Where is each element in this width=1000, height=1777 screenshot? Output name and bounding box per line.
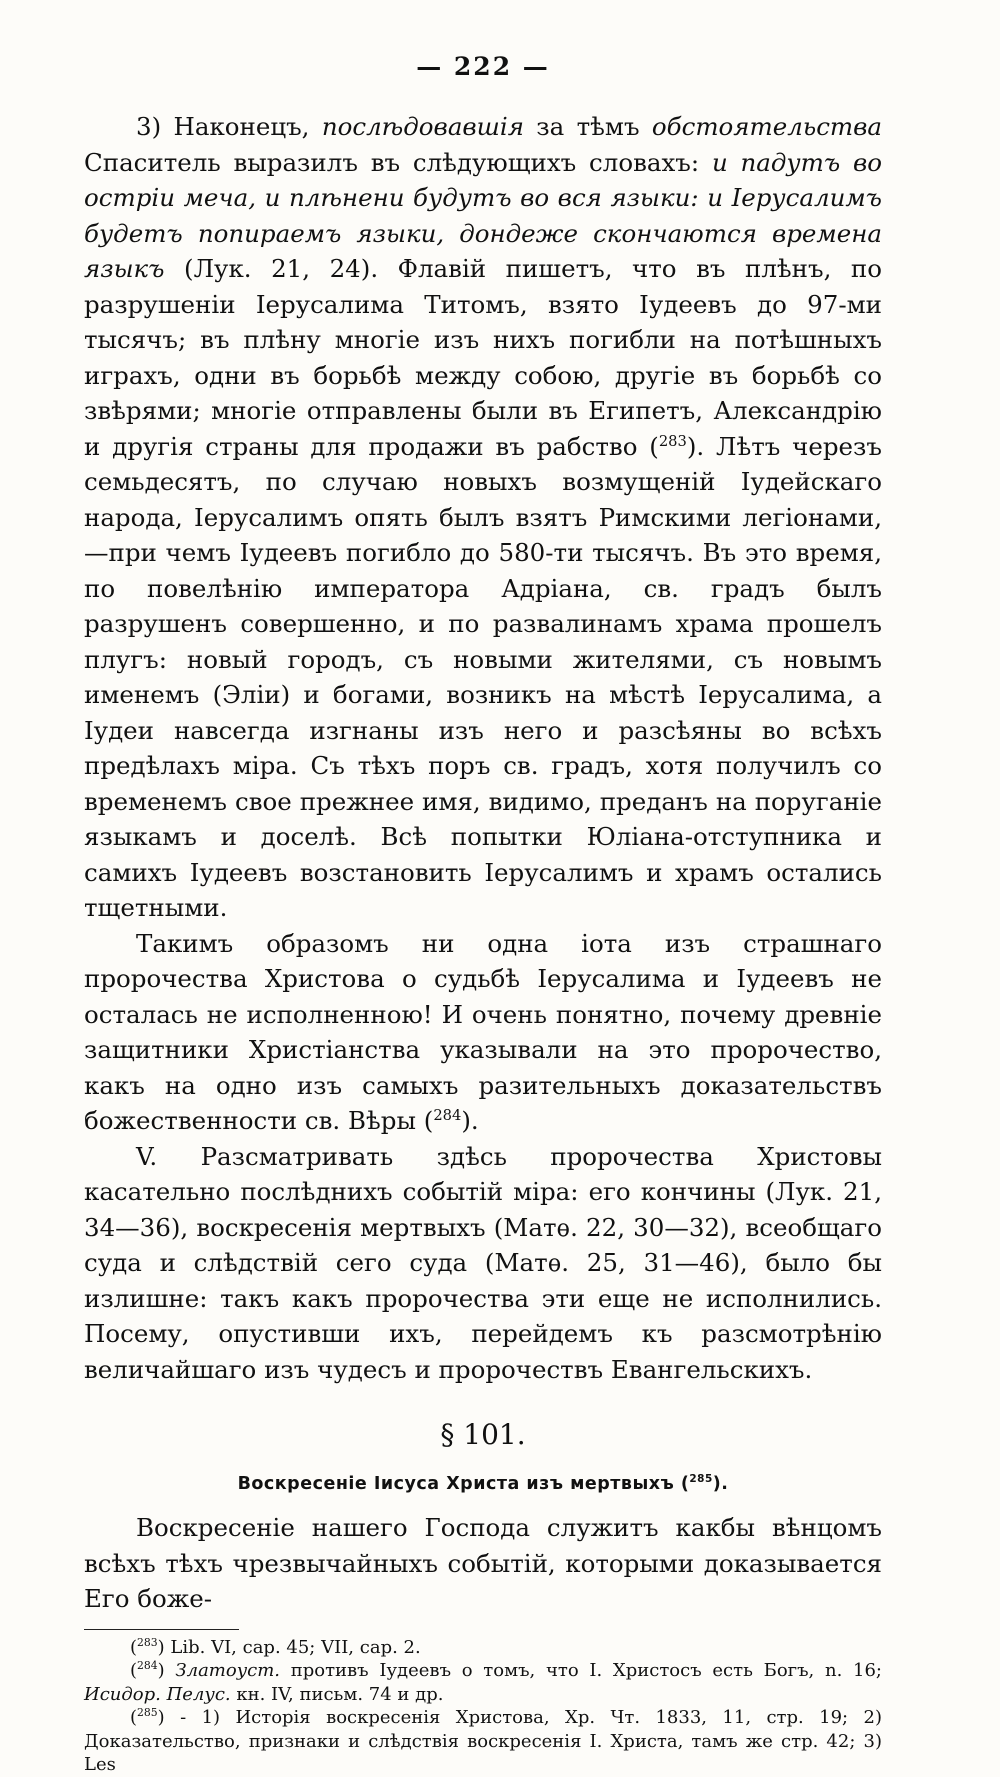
footnote-italic: Златоуст.	[164, 1660, 281, 1681]
footnote-text: противъ Іудеевъ о томъ, что I. Христосъ есть Богъ, n. 16;	[280, 1660, 882, 1681]
footnote-285	[84, 1706, 882, 1777]
italic-run: обстоятельства	[651, 112, 883, 141]
footnote-ref-284[interactable]: 284	[433, 1106, 462, 1124]
footnote-divider	[84, 1629, 239, 1630]
italic-run: послѣдовавшія	[321, 112, 524, 141]
footnote-marker: 285	[137, 1706, 158, 1719]
text-run: Спаситель выразилъ въ слѣдующихъ словахъ:	[84, 147, 712, 177]
text-run: за тѣмъ	[523, 112, 652, 141]
paren: )	[157, 1707, 165, 1728]
paren: )	[157, 1636, 165, 1658]
main-text	[84, 109, 882, 1617]
text-run: ). Лѣтъ черезъ семьдесятъ, по случаю новыхъ возмущеній Іудейскаго народа, Іерусалимъ опять былъ взятъ Римскими легіонами,—при чемъ Іудеевъ погибло до 580-ти тысячъ. Въ это время, по повелѣнію императора Адріана, св. градъ былъ разрушенъ совершенно, и по развалинамъ храма прошелъ плугъ: новый городъ, съ новыми жителями, съ новымъ именемъ (Эліи) и богами, возникъ на мѣстѣ Іерусалима, а Іудеи навсегда изгнаны изъ него и разсѣяны во всѣхъ предѣлахъ міра. Съ тѣхъ поръ св. градъ, хотя получилъ со временемъ свое прежнее имя, видимо, преданъ на поруганіе языкамъ и доселѣ. Всѣ попытки Юліана-отступника и самихъ Іудеевъ возстановить Іерусалимъ и храмъ остались тщетными.	[84, 431, 882, 922]
footnote-text: Lib. VI, cap. 45; VII, cap. 2.	[164, 1636, 421, 1658]
section-number: § 101.	[440, 1418, 526, 1451]
text-run: Воскресеніе нашего Господа служитъ какбы вѣнцомъ всѣхъ тѣхъ чрезвычайныхъ событій, которыми доказывается Его боже-	[84, 1513, 882, 1613]
footnote-text: - 1) Исторія воскресенія Христова, Хр. Чт. 1833, 11, стр. 19; 2) Доказательство, признаки и слѣдствія воскресенія I. Христа, тамъ же стр. 42; 3) Les	[84, 1707, 882, 1775]
paragraph-3	[84, 1139, 882, 1388]
paren: (	[130, 1660, 138, 1681]
footnote-283	[84, 1636, 882, 1660]
footnote-text: кн. IV, письм. 74 и др.	[230, 1683, 444, 1705]
page-number: — 222 —	[416, 52, 550, 81]
paren: (	[130, 1636, 138, 1658]
section-title	[84, 1467, 882, 1503]
footnotes	[84, 1636, 882, 1777]
paren: (	[130, 1707, 138, 1728]
footnote-marker: 284	[137, 1659, 158, 1672]
paren: )	[157, 1660, 165, 1681]
footnote-ref-285[interactable]: 285	[689, 1472, 713, 1485]
italic-quote: и падутъ во остріи меча, и плѣнени будутъ во вся языки: и Іерусалимъ будетъ попираемъ языки, дондеже скончаются времена языкъ	[84, 147, 882, 283]
footnote-284	[84, 1659, 882, 1706]
text-run: ).	[461, 1106, 479, 1135]
text-run: Такимъ образомъ ни одна іота изъ страшнаго пророчества Христова о судьбѣ Іерусалима и Іудеевъ не осталась не исполненною! И очень понятно, почему древніе защитники Христіанства указывали на это пророчество, какъ на одно изъ самыхъ разительныхъ доказательствъ божественности св. Вѣры (	[84, 928, 882, 1135]
text-run: V. Разсматривать здѣсь пророчества Христовы касательно послѣднихъ событій міра: его кончины (Лук. 21, 34—36), воскресенія мертвыхъ (Матѳ. 22, 30—32), всеобщаго суда и слѣдствій сего суда (Матѳ. 25, 31—46), было бы излишне: такъ какъ пророчества эти еще не исполнились. Посему, опустивши ихъ, перейдемъ къ разсмотрѣнію величайшаго изъ чудесъ и пророчествъ Евангельскихъ.	[84, 1141, 882, 1384]
section-title-text: Воскресеніе Іисуса Христа изъ мертвыхъ (	[237, 1473, 690, 1494]
paragraph-2	[84, 926, 882, 1139]
text-run: 3) Наконецъ,	[136, 112, 322, 141]
footnote-ref-283[interactable]: 283	[658, 432, 687, 450]
section-title-end: ).	[712, 1473, 729, 1494]
paragraph-1	[84, 109, 882, 926]
text-run: (Лук. 21, 24). Флавій пишетъ, что въ плѣнъ, по разрушеніи Іерусалима Титомъ, взято Іудеевъ до 97-ми тысячъ; въ плѣну многіе изъ нихъ погибли на потѣшныхъ играхъ, одни въ борьбѣ между собою, другіе въ борьбѣ со звѣрями; многіе отправлены были въ Египетъ, Александрію и другія страны для продажи въ рабство (	[84, 254, 882, 461]
footnote-italic: Исидор. Пелус.	[84, 1683, 231, 1705]
paragraph-4	[84, 1510, 882, 1617]
footnote-marker: 283	[137, 1635, 158, 1649]
